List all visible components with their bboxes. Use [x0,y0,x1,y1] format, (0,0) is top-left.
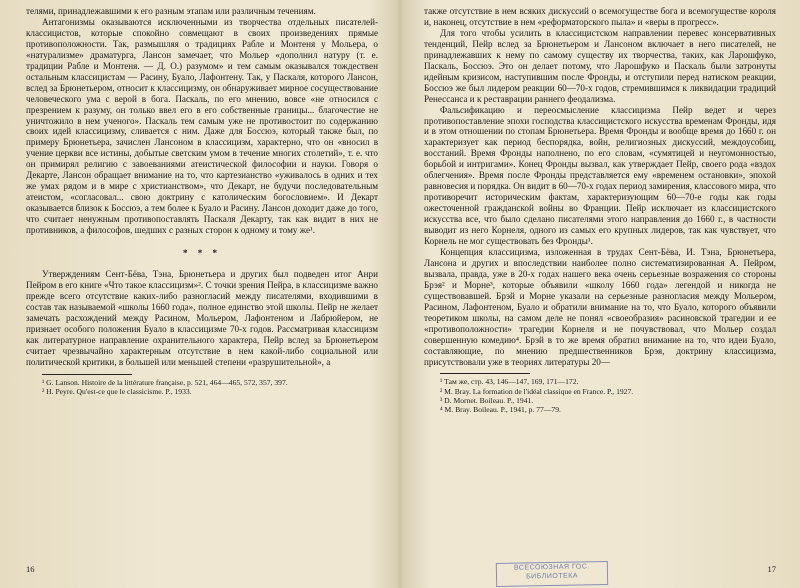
footnote: ⁴ M. Bray. Boileau. P., 1941, p. 77—79. [440,405,561,415]
right-page-text [424,6,776,367]
left-page-text [26,6,378,368]
paragraph: Концепция классицизма, изложенная в трудах Сент-Бёва, И. Тэна, Брюнетьера, Лансона и других и впоследствии наиболее полно систематизированная А. Пейром, вызвала, правда, уже в 20-х годах нашего века очень серьезные возражения со стороны Брэя² и Морне³, которые объявили «школу 1660 года» легендой и никогда не существовавшей. Брэй и Морне указали на серьезные разногласия между Мольером, Расином, Лафонтеном, Буало и обратили внимание на то, что Буало, которого объявили теоретиком школы, на самом деле не понял «своеобразия» расиновской трагедии и ее «противоположности» трагедии Корнеля и не почувствовал, что Мольер создал совершенную комедию⁴. Брэй в то же время обратил внимание на то, что идеи Буало, составляющие, по мнению предшественников Брэя, доктрину классицизма, присутствовали уже в теориях литературы 20— [424,246,776,367]
footnotes [26,378,378,396]
footnote: ² H. Peyre. Qu'est-ce que le classicisme. P., 1933. [42,386,192,396]
footnote-rule [42,374,132,375]
paragraph: Утверждениям Сент-Бёва, Тэна, Брюнетьера и других был подведен итог Анри Пейром в его книге «Что такое классицизм»². С точки зрения Пейра, в классицизме важно прежде всего отсутствие каких-либо разногласий между писателями, входившими в состав так называемой «школы 1660 года», полное единство этой школы. Пейр не желает замечать расхождений между Расином, Мольером, Лафонтеном и Лабрюйером, не признает особого положения Буало в классицизме 70-х годов. Рассматривая классицизм как литературное направление охранительного характера, Пейр вслед за Брюнетьером считает чрезвычайно характерным отсутствие в нем какой-либо социальной или политической критики, в большей или меньшей степени «разрушительной», а [26,268,378,367]
footnote: ¹ G. Lanson. Histoire de la littérature française, p. 521, 464—465, 572, 357, 397. [42,377,288,387]
page-number: 17 [767,564,776,574]
footnotes [424,377,776,414]
right-page [400,0,800,588]
paragraph: Антагонизмы оказываются исключенными из творчества отдельных писателей-классицистов, которые спокойно совмещают в своих произведениях прямые противоположности. Так, размышляя о традициях Рабле и Монтеня у Мольера, о «натурализме» драматурга, Лансон замечает, что Мольер «дополнил натуру (т. е. традиции Рабле и Монтеня. — Д. О.) разумом» и тем самым оказывался тождествен остальным классицистам — Расину, Буало, Лафонтену. Так, у Паскаля, которого Лансон, вслед за Брюнетьером, относит к классицизму, он обнаруживает мирное сосуществование человеческого ума с верой в бога. Паскаль, по его мнению, вовсе «не относился с презрением к разуму, он только ввел его в его собственные границы... благочестие не уничтожило в нем ученого». Паскаль тем самым уже не противостоит по содержанию своих идей классицизму, сливается с ним. Даже для Боссюэ, который также был, по примеру Брюнетьера, зачислен Лансоном в классицизм, характерно, что он «вносил в учение церкви все истины, добытые светским умом в течение многих столетий», т. е. что он примирял религию с завоеваниями атеистической философии и науки. Говоря о Декарте, Лансон обращает внимание на то, что картезианство «уживалось в одних и тех же умах рядом и в мире с христианством», что Декарт, не будучи последовательным атеистом, «согласовал... свою доктрину с католическим богословием». И Декарт оказывается близок к Боссюэ, а тем более к Буало и Расину. Лансон доходит даже до того, что считает ненужным противопоставлять Паскаля Декарту, так как видит в них не противников, а философов, шедших с разных сторон к одному и тому же¹. [26,16,378,236]
footnote-rule [440,373,530,374]
section-separator: * * * [183,248,221,259]
paragraph: телями, принадлежавшими к его разным этапам или различным течениям. [26,6,316,16]
paragraph: Фальсификацию и переосмысление классицизма Пейр ведет и через противопоставление эпохи господства классицистского искусства временам Фронды, идя и в этом отношении по стопам Брюнетьера. Время Фронды и вообще время до 1660 г. он характеризует как период беспорядка, войн, религиозных дискуссий, междоусобиц, восстаний. Время Фронды наполнено, по его словам, «сумятицей и неугомонностью, борьбой и интригами». Конец Фронды вызвал, как утверждает Пейр, своего рода «вздох облегчения». Время после Фронды представляется ему «временем остановки», эпохой равновесия и порядка. Он видит в 60—70-х годах период замирения, классового мира, что противоречит историческим фактам, характеризующим 60—70-е годы как годы ожесточенной гражданской войны во Франции. Пейр исключает из классицистского искусства все, что было сделано писателями этого направления до 1660 г., в частности выводит из него Корнеля, одного из самых его крупных лидеров, так как чувствует, что Корнель не мог существовать без Фронды¹. [424,104,776,247]
library-stamp: ВСЕСОЮЗНАЯ ГОС. БИБЛИОТЕКА [496,561,608,587]
paragraph: Для того чтобы усилить в классицистском направлении перевес консервативных тенденций, Пейр вслед за Брюнетьером и Лансоном включает в него писателей, не принадлежавших к нему по самому существу их творчества, таких, как Ларошфуко, Паскаль, Боссюэ. Это он делает потому, что Ларошфуко и Паскаль были затронуты идейным кризисом, наступившим после Фронды, и отступили перед натиском реакции, Боссюэ же был лидером реакции 60—70-х годов, стремившимся к ликвидации традиций Ренессанса и к реставрации раннего феодализма. [424,27,776,104]
page-number: 16 [26,564,35,574]
footnote: ¹ Там же, стр. 43, 146—147, 169, 171—172. [440,377,579,387]
paragraph: также отсутствие в нем всяких дискуссий о всемогуществе бога и всемогуществе короля и, наконец, отсутствие в нем «реформаторского пыла» и «веры в прогресс». [424,6,776,27]
footnote: ³ D. Mornet. Boileau. P., 1941. [440,395,534,405]
footnote: ² M. Bray. La formation de l'idéal classique en France. P., 1927. [440,386,634,396]
